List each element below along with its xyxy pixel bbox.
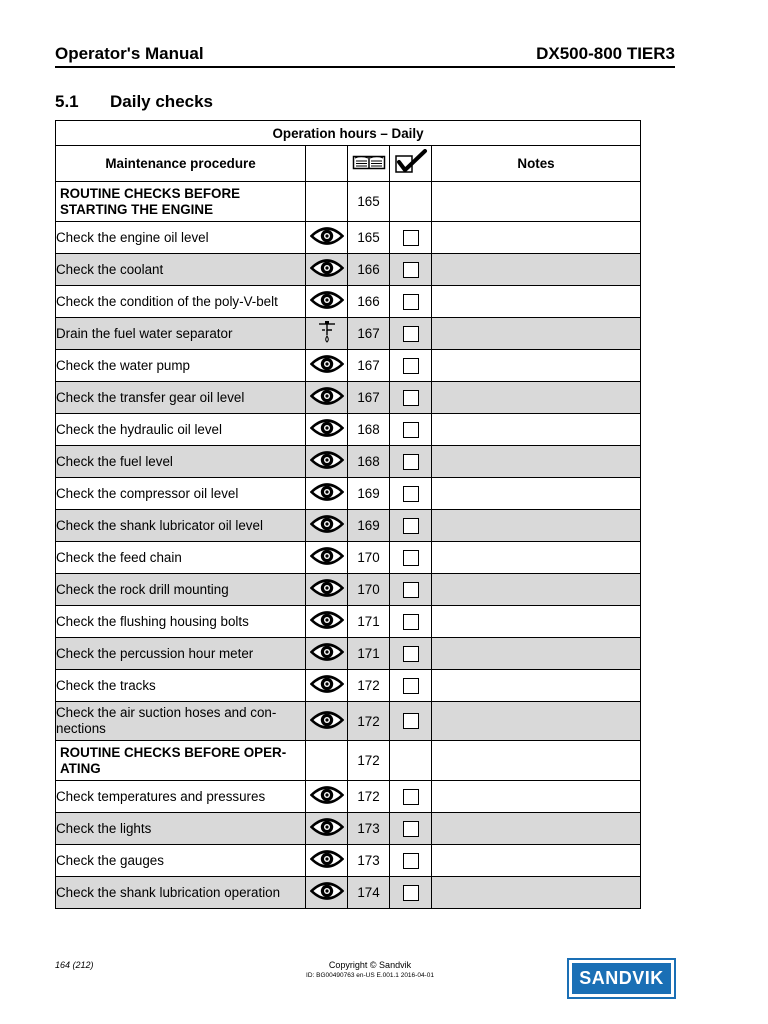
- table-row: [56, 350, 641, 382]
- page-reference: 170: [348, 542, 390, 574]
- done-checkbox[interactable]: [403, 582, 419, 598]
- done-checkbox[interactable]: [403, 230, 419, 246]
- header-rule: [55, 66, 675, 68]
- procedure-label: Check the condition of the poly-V-belt: [56, 286, 306, 318]
- procedure-label: Check temperatures and pressures: [56, 781, 306, 813]
- checkbox-cell[interactable]: [390, 254, 432, 286]
- page-reference: 171: [348, 606, 390, 638]
- manual-book-icon: [352, 159, 386, 174]
- empty-icon-cell: [306, 741, 348, 781]
- page-reference: 167: [348, 382, 390, 414]
- page-reference: 166: [348, 286, 390, 318]
- procedure-label: Check the percussion hour meter: [56, 638, 306, 670]
- notes-cell[interactable]: [432, 222, 641, 254]
- table-row: [56, 542, 641, 574]
- notes-cell[interactable]: [432, 414, 641, 446]
- eye-icon: [306, 606, 348, 638]
- empty-icon-cell: [306, 182, 348, 222]
- notes-cell[interactable]: [432, 606, 641, 638]
- eye-icon: [306, 813, 348, 845]
- procedure-label: Check the flushing housing bolts: [56, 606, 306, 638]
- checkbox-cell[interactable]: [390, 350, 432, 382]
- done-checkbox[interactable]: [403, 646, 419, 662]
- done-checkbox[interactable]: [403, 326, 419, 342]
- checkbox-cell[interactable]: [390, 845, 432, 877]
- table-row: [56, 414, 641, 446]
- eye-icon: [306, 286, 348, 318]
- section-row: [56, 741, 641, 781]
- eye-icon: [306, 702, 348, 741]
- done-checkbox[interactable]: [403, 486, 419, 502]
- table-row: [56, 510, 641, 542]
- page-reference: 165: [348, 222, 390, 254]
- eye-icon: [306, 877, 348, 909]
- procedure-label: Check the gauges: [56, 845, 306, 877]
- checkbox-cell[interactable]: [390, 414, 432, 446]
- header-notes: Notes: [432, 146, 641, 182]
- notes-cell[interactable]: [432, 845, 641, 877]
- table-row: [56, 222, 641, 254]
- page-reference: 170: [348, 574, 390, 606]
- procedure-label: Check the air suction hoses and con-nections: [56, 702, 306, 741]
- checkbox-cell[interactable]: [390, 446, 432, 478]
- done-checkbox[interactable]: [403, 678, 419, 694]
- checkbox-cell[interactable]: [390, 702, 432, 741]
- done-checkbox[interactable]: [403, 294, 419, 310]
- header-procedure: Maintenance procedure: [56, 146, 306, 182]
- notes-cell[interactable]: [432, 877, 641, 909]
- page-reference: 169: [348, 510, 390, 542]
- eye-icon: [306, 382, 348, 414]
- manual-title: Operator's Manual: [55, 44, 204, 63]
- checkmark-box-icon: [394, 163, 428, 178]
- section-title: Daily checks: [110, 92, 214, 111]
- checkbox-cell[interactable]: [390, 382, 432, 414]
- page-reference: 172: [348, 741, 390, 781]
- header-page-column: [348, 146, 390, 182]
- done-checkbox[interactable]: [403, 262, 419, 278]
- table-header-row: [56, 146, 641, 182]
- section-row: [56, 182, 641, 222]
- eye-icon: [306, 845, 348, 877]
- table-row: [56, 446, 641, 478]
- notes-cell[interactable]: [432, 446, 641, 478]
- notes-cell[interactable]: [432, 318, 641, 350]
- procedure-label: Check the fuel level: [56, 446, 306, 478]
- eye-icon: [306, 446, 348, 478]
- checkbox-cell[interactable]: [390, 813, 432, 845]
- procedure-label: Check the water pump: [56, 350, 306, 382]
- table-row: [56, 574, 641, 606]
- footer-copyright-block: [250, 960, 490, 979]
- checkbox-cell[interactable]: [390, 478, 432, 510]
- table-title-row: [56, 121, 641, 146]
- eye-icon: [306, 574, 348, 606]
- table-row: [56, 781, 641, 813]
- done-checkbox[interactable]: [403, 518, 419, 534]
- notes-cell[interactable]: [432, 741, 641, 781]
- done-checkbox[interactable]: [403, 614, 419, 630]
- checkbox-cell[interactable]: [390, 781, 432, 813]
- eye-icon: [306, 670, 348, 702]
- logo-text: SANDVIK: [572, 963, 671, 994]
- done-checkbox[interactable]: [403, 853, 419, 869]
- procedure-label: Check the coolant: [56, 254, 306, 286]
- page-number: 164 (212): [55, 960, 94, 970]
- table-row: [56, 702, 641, 741]
- checkbox-cell[interactable]: [390, 670, 432, 702]
- procedure-label: Check the transfer gear oil level: [56, 382, 306, 414]
- drain-tap-icon: [306, 318, 348, 350]
- table-row: [56, 670, 641, 702]
- eye-icon: [306, 254, 348, 286]
- table-row: [56, 813, 641, 845]
- model-name: DX500-800 TIER3: [536, 44, 675, 63]
- table-row: [56, 478, 641, 510]
- eye-icon: [306, 781, 348, 813]
- done-checkbox[interactable]: [403, 821, 419, 837]
- page-reference: 169: [348, 478, 390, 510]
- page-reference: 173: [348, 845, 390, 877]
- table-row: [56, 286, 641, 318]
- sandvik-logo: [567, 958, 676, 999]
- eye-icon: [306, 478, 348, 510]
- page-reference: 172: [348, 781, 390, 813]
- done-checkbox[interactable]: [403, 713, 419, 729]
- procedure-label: Check the rock drill mounting: [56, 574, 306, 606]
- done-checkbox[interactable]: [403, 454, 419, 470]
- empty-check-cell: [390, 182, 432, 222]
- table-title: Operation hours – Daily: [56, 121, 641, 146]
- notes-cell[interactable]: [432, 542, 641, 574]
- notes-cell[interactable]: [432, 702, 641, 741]
- eye-icon: [306, 350, 348, 382]
- eye-icon: [306, 510, 348, 542]
- done-checkbox[interactable]: [403, 358, 419, 374]
- procedure-label: Check the shank lubrication operation: [56, 877, 306, 909]
- page-reference: 173: [348, 813, 390, 845]
- page-reference: 172: [348, 670, 390, 702]
- procedure-label: Check the lights: [56, 813, 306, 845]
- page-reference: 168: [348, 446, 390, 478]
- eye-icon: [306, 222, 348, 254]
- checkbox-cell[interactable]: [390, 606, 432, 638]
- table-row: [56, 254, 641, 286]
- page-reference: 165: [348, 182, 390, 222]
- procedure-label: Check the compressor oil level: [56, 478, 306, 510]
- table-row: [56, 382, 641, 414]
- header-check-column: [390, 146, 432, 182]
- copyright-text: Copyright © Sandvik: [328, 960, 412, 970]
- notes-cell[interactable]: [432, 574, 641, 606]
- notes-cell[interactable]: [432, 813, 641, 845]
- document-id: ID: BG00490763 en-US E.001.1 2016-04-01: [306, 972, 434, 979]
- notes-cell[interactable]: [432, 638, 641, 670]
- page-reference: 171: [348, 638, 390, 670]
- procedure-label: ROUTINE CHECKS BEFORE STARTING THE ENGINE: [56, 182, 306, 222]
- notes-cell[interactable]: [432, 182, 641, 222]
- procedure-label: ROUTINE CHECKS BEFORE OPER-ATING: [56, 741, 306, 781]
- section-number: 5.1: [55, 92, 79, 111]
- table-row: [56, 318, 641, 350]
- empty-check-cell: [390, 741, 432, 781]
- eye-icon: [306, 542, 348, 574]
- page-reference: 167: [348, 350, 390, 382]
- notes-cell[interactable]: [432, 781, 641, 813]
- checkbox-cell[interactable]: [390, 638, 432, 670]
- table-row: [56, 877, 641, 909]
- page-reference: 167: [348, 318, 390, 350]
- done-checkbox[interactable]: [403, 390, 419, 406]
- table-row: [56, 845, 641, 877]
- checkbox-cell[interactable]: [390, 542, 432, 574]
- page-reference: 174: [348, 877, 390, 909]
- header-icon-column: [306, 146, 348, 182]
- eye-icon: [306, 414, 348, 446]
- done-checkbox[interactable]: [403, 885, 419, 901]
- checkbox-cell[interactable]: [390, 318, 432, 350]
- table-row: [56, 606, 641, 638]
- notes-cell[interactable]: [432, 510, 641, 542]
- page-reference: 168: [348, 414, 390, 446]
- daily-checks-table: [55, 120, 641, 909]
- checkbox-cell[interactable]: [390, 510, 432, 542]
- table-row: [56, 638, 641, 670]
- notes-cell[interactable]: [432, 478, 641, 510]
- checkbox-cell[interactable]: [390, 574, 432, 606]
- checkbox-cell[interactable]: [390, 286, 432, 318]
- page-reference: 166: [348, 254, 390, 286]
- notes-cell[interactable]: [432, 350, 641, 382]
- procedure-label: Drain the fuel water separator: [56, 318, 306, 350]
- notes-cell[interactable]: [432, 286, 641, 318]
- eye-icon: [306, 638, 348, 670]
- notes-cell[interactable]: [432, 670, 641, 702]
- notes-cell[interactable]: [432, 254, 641, 286]
- done-checkbox[interactable]: [403, 789, 419, 805]
- procedure-label: Check the engine oil level: [56, 222, 306, 254]
- checkbox-cell[interactable]: [390, 877, 432, 909]
- procedure-label: Check the hydraulic oil level: [56, 414, 306, 446]
- checkbox-cell[interactable]: [390, 222, 432, 254]
- procedure-label: Check the feed chain: [56, 542, 306, 574]
- page-reference: 172: [348, 702, 390, 741]
- procedure-label: Check the tracks: [56, 670, 306, 702]
- procedure-label: Check the shank lubricator oil level: [56, 510, 306, 542]
- done-checkbox[interactable]: [403, 550, 419, 566]
- notes-cell[interactable]: [432, 382, 641, 414]
- done-checkbox[interactable]: [403, 422, 419, 438]
